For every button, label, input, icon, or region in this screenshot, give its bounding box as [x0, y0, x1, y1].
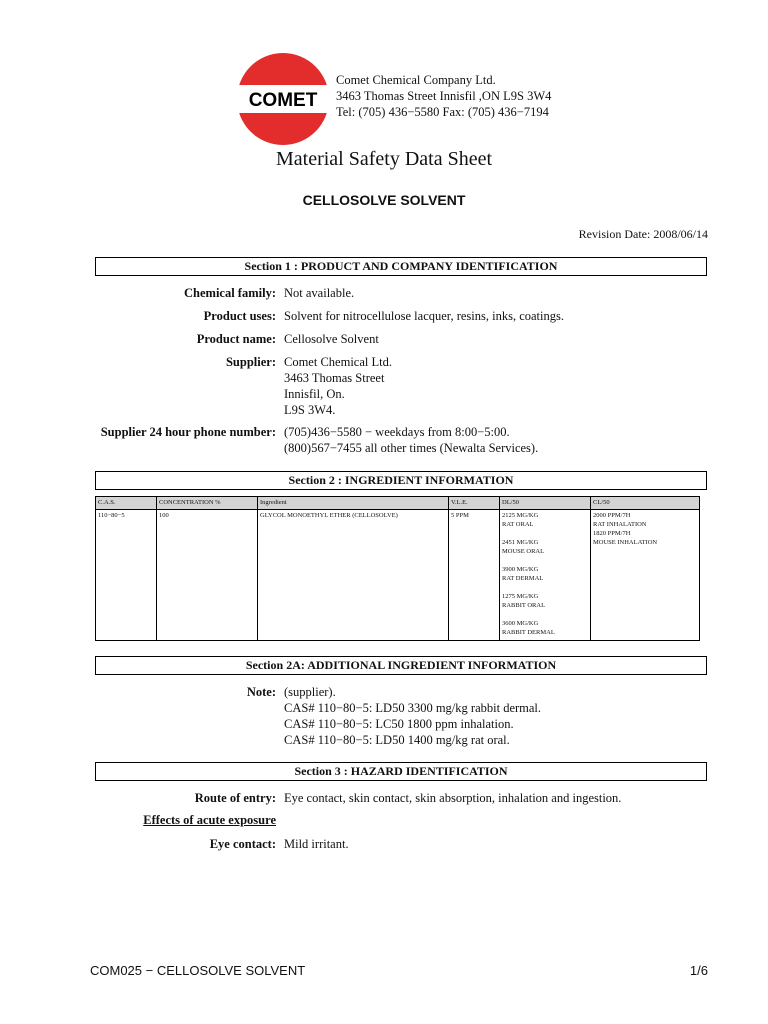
comet-logo — [236, 52, 330, 146]
section-2-heading: Section 2 : INGREDIENT INFORMATION — [95, 471, 707, 490]
cell-vle: 5 PPM — [449, 510, 500, 641]
field-value-product-name: Cellosolve Solvent — [284, 332, 379, 346]
footer-doc-code: COM025 − CELLOSOLVE SOLVENT — [90, 963, 306, 978]
field-value-chemical-family: Not available. — [284, 286, 355, 300]
table-header-ingredient: Ingredient — [258, 497, 449, 510]
cell-concentration: 100 — [157, 510, 258, 641]
note-value: (supplier). CAS# 110−80−5: LD50 3300 mg/kg rabbit dermal. CAS# 110−80−5: LC50 1800 ppm inhalation. CAS# 110−80−5: LD50 1400 mg/kg rat oral. — [284, 685, 542, 747]
ingredient-table — [95, 496, 700, 641]
table-header-vle: V.L.E. — [449, 497, 500, 510]
route-of-entry-label: Route of entry: — [194, 791, 276, 805]
field-value-product-uses: Solvent for nitrocellulose lacquer, resins, inks, coatings. — [284, 309, 564, 323]
svg-text:COMET: COMET — [248, 90, 318, 111]
section-1-heading: Section 1 : PRODUCT AND COMPANY IDENTIFICATION — [95, 257, 707, 276]
company-name: Comet Chemical Company Ltd. — [336, 73, 496, 87]
cell-ingredient: GLYCOL MONOETHYL ETHER (CELLOSOLVE) — [258, 510, 449, 641]
field-value-supplier: Comet Chemical Ltd. 3463 Thomas Street Innisfil, On. L9S 3W4. — [284, 355, 392, 417]
route-of-entry-value: Eye contact, skin contact, skin absorption, inhalation and ingestion. — [284, 791, 622, 805]
section-2a-heading: Section 2A: ADDITIONAL INGREDIENT INFORMATION — [95, 656, 707, 675]
cell-cl50: 2000 PPM/7H RAT INHALATION 1820 PPM/7H MOUSE INHALATION — [591, 510, 700, 641]
document-title: Material Safety Data Sheet — [275, 148, 493, 170]
eye-contact-label: Eye contact: — [209, 837, 276, 851]
table-row — [96, 510, 700, 641]
effects-heading: Effects of acute exposure — [143, 813, 276, 827]
company-address: 3463 Thomas Street Innisfil ,ON L9S 3W4 — [336, 89, 552, 103]
section-3-heading: Section 3 : HAZARD IDENTIFICATION — [95, 762, 707, 781]
field-label-supplier: Supplier: — [225, 355, 276, 369]
cell-dl50: 2125 MG/KG RAT ORAL 2451 MG/KG MOUSE ORAL 3900 MG/KG RAT DERMAL 1275 MG/KG RABBIT ORAL 3600 MG/KG RABBIT DERMAL — [500, 510, 591, 641]
table-header-row — [96, 497, 700, 510]
table-header-cl50: CL/50 — [591, 497, 700, 510]
table-header-concentration: CONCENTRATION % — [157, 497, 258, 510]
company-phone: Tel: (705) 436−5580 Fax: (705) 436−7194 — [336, 105, 549, 119]
field-value-supplier-phone: (705)436−5580 − weekdays from 8:00−5:00. (800)567−7455 all other times (Newalta Services). — [284, 425, 539, 455]
field-label-product-name: Product name: — [196, 332, 276, 346]
field-label-product-uses: Product uses: — [203, 309, 276, 323]
note-label: Note: — [246, 685, 276, 699]
field-label-supplier-phone: Supplier 24 hour phone number: — [100, 425, 276, 439]
table-header-cas: C.A.S. — [96, 497, 157, 510]
table-header-dl50: DL/50 — [500, 497, 591, 510]
field-label-chemical-family: Chemical family: — [184, 286, 276, 300]
eye-contact-value: Mild irritant. — [284, 837, 349, 851]
product-heading: CELLOSOLVE SOLVENT — [302, 192, 466, 208]
cell-cas: 110−80−5 — [96, 510, 157, 641]
footer-page-number: 1/6 — [689, 963, 708, 978]
revision-date: Revision Date: 2008/06/14 — [578, 227, 708, 241]
